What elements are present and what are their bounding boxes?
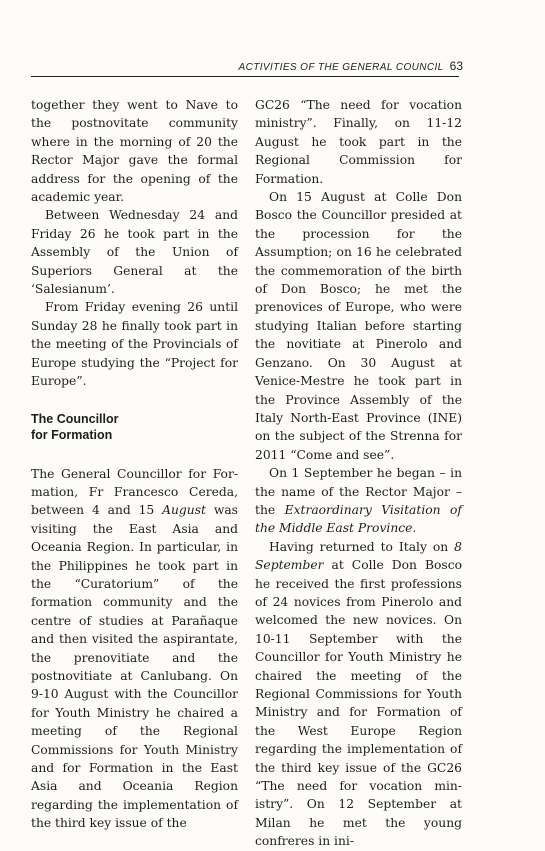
paragraph: [255, 464, 462, 538]
right-column: [255, 96, 462, 851]
text-run: Having returned to Italy on: [269, 539, 455, 554]
section-heading-line: The Councillor: [31, 411, 119, 426]
text-run: The General Councillor for Formation, Fr Francesco Cereda, between 4 and 15: [31, 466, 238, 518]
italic-text: Extraordinary Visitation of the Middle East Province.: [255, 502, 462, 536]
running-header-text: [239, 59, 463, 73]
paragraph: [31, 465, 238, 833]
text-run: at Colle Don Bosco he received the first professions of 24 novices from Pinerolo and welcomed the new novices. On 10-11 September with the Councillor for Youth Ministry he chaired the meeting of the Regional Commissions for Youth Ministry and for Formation of the West Europe Region regarding the implementation of the third key issue of the GC26 “The need for vocation ministry”. On 12 September at Milan he met the young confreres in ini-: [255, 558, 462, 849]
paragraph: [255, 538, 462, 851]
text-run: was visiting the East Asia and Oceania Region. In particular, in the Philippines he took part in the “Curatorium” of the formation community and the centre of studies at Parañaque and then visited the aspirantate, the prenovitiate and the postnovitiate at Canlubang. On 9-10 August with the Councillor for Youth Ministry he chaired a meeting of the Regional Commissions for Youth Ministry and for Formation in the East Asia and Oceania Region regarding the implementation of the third key issue of the: [31, 503, 238, 831]
section-heading: [31, 411, 238, 443]
page-number: 63: [449, 59, 463, 73]
paragraph: together they went to Nave to the postnovitate community where in the morning of 20 the Rector Major gave the formal address for the opening of the academic year.: [31, 98, 238, 205]
italic-text: August: [162, 503, 206, 518]
running-title: ACTIVITIES OF THE GENERAL COUNCIL: [238, 62, 444, 73]
running-header: [31, 58, 463, 77]
text-run: On 1 September he began – in the name of the Rector Major – the: [255, 466, 462, 517]
paragraph: Between Wednesday 24 and Friday 26 he took part in the Assembly of the Union of Superiors General at the ‘Salesianum’.: [31, 208, 238, 297]
italic-text: 8 September: [255, 539, 462, 573]
section-heading-line: for Formation: [31, 427, 113, 442]
left-column: [31, 96, 238, 833]
paragraph: From Friday evening 26 until Sunday 28 he finally took part in the meeting of the Provincials of Europe studying the “Project for Europe”.: [31, 300, 238, 389]
paragraph: On 15 August at Colle Don Bosco the Councillor presided at the procession for the Assumption; on 16 he celebrated the commemoration of the birth of Don Bosco; he met the prenovices of Europe, who were studying Italian before starting the novitiate at Pinerolo and Genzano. On 30 August at Venice-Mestre he took part in the Province Assembly of the Italy North-East Province (INE) on the subject of the Strenna for 2011 “Come and see”.: [255, 190, 462, 462]
paragraph: GC26 “The need for vocation ministry”. Finally, on 11-12 August he took part in the Regional Commission for Formation.: [255, 98, 462, 186]
